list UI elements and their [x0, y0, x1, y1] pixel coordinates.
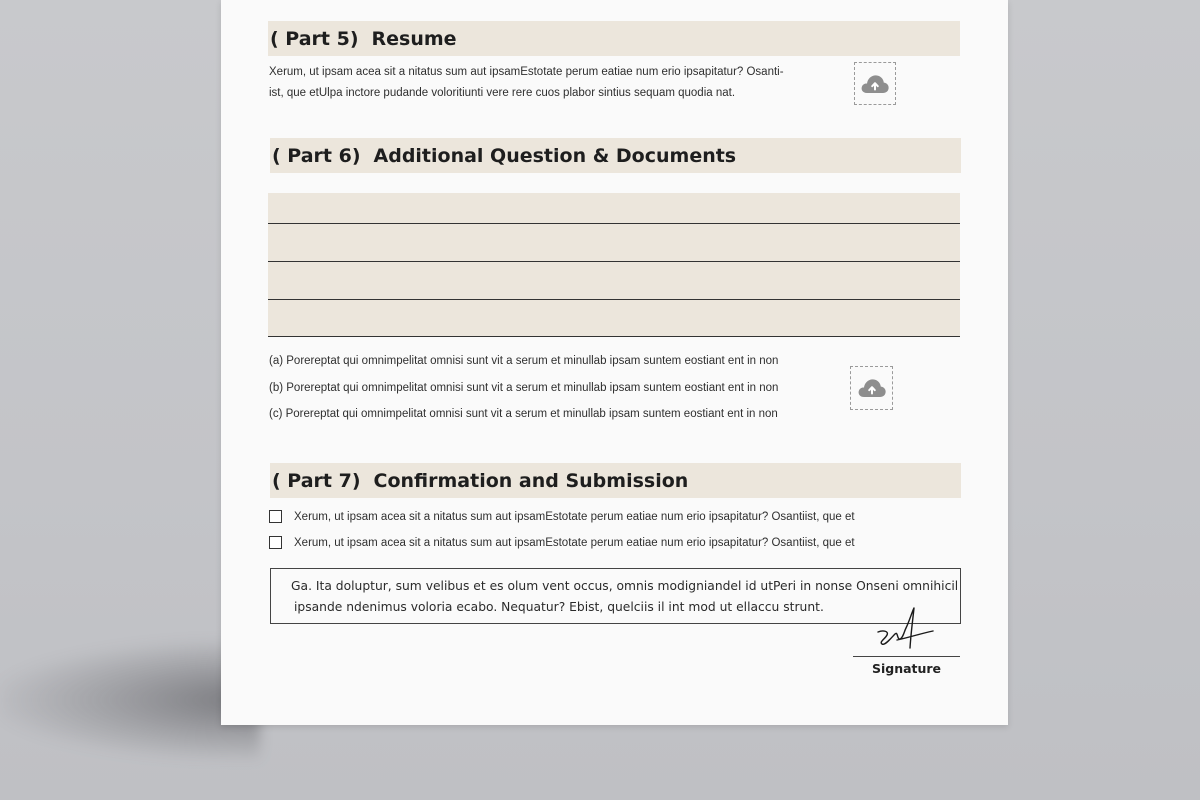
question-item-c: (c) Porereptat qui omnimpelitat omnisi sunt vit a serum et minullab ipsam suntem eostiant ent in non	[269, 408, 778, 420]
answer-line	[268, 299, 960, 300]
section-title: Resume	[371, 27, 457, 50]
cloud-upload-icon	[857, 377, 887, 399]
section-number: ( Part 5)	[270, 27, 359, 50]
documents-upload-button[interactable]	[850, 366, 893, 410]
declaration-box	[270, 568, 961, 624]
cloud-upload-icon	[860, 73, 890, 95]
section-header-part5	[268, 21, 960, 56]
question-item-a: (a) Porereptat qui omnimpelitat omnisi sunt vit a serum et minullab ipsam suntem eostiant ent in non	[269, 355, 779, 367]
declaration-text-line: Ga. Ita doluptur, sum velibus et es olum vent occus, omnis modigniandel id utPeri in nonse Onseni omnihicil	[291, 579, 959, 593]
confirmation-check-row[interactable]	[269, 536, 855, 549]
confirmation-check-row[interactable]	[269, 510, 855, 523]
section-title: Confirmation and Submission	[373, 469, 689, 492]
resume-description	[269, 62, 784, 104]
signature-label: Signature	[871, 661, 942, 676]
section-number: ( Part 7)	[272, 469, 361, 492]
handwritten-signature	[873, 604, 937, 654]
confirmation-checkbox[interactable]	[269, 536, 282, 549]
question-item-b: (b) Porereptat qui omnimpelitat omnisi sunt vit a serum et minullab ipsam suntem eostiant ent in non	[269, 382, 779, 394]
section-header-part6	[270, 138, 961, 173]
checkbox-label: Xerum, ut ipsam acea sit a nitatus sum aut ipsamEstotate perum eatiae num erio ipsapitatur? Osantiist, que et	[294, 510, 855, 523]
form-page	[221, 0, 1008, 725]
checkbox-label: Xerum, ut ipsam acea sit a nitatus sum aut ipsamEstotate perum eatiae num erio ipsapitatur? Osantiist, que et	[294, 536, 855, 549]
section-title: Additional Question & Documents	[373, 144, 737, 167]
answer-line	[268, 261, 960, 262]
resume-text-line: Xerum, ut ipsam acea sit a nitatus sum aut ipsamEstotate perum eatiae num erio ipsapitatur? Osanti-	[269, 66, 784, 78]
section-number: ( Part 6)	[272, 144, 361, 167]
resume-text-line: ist, que etUlpa inctore pudande voloritiunti vere rere cuos plabor sintius sequam quodia nat.	[269, 87, 736, 99]
answer-line	[268, 223, 960, 224]
resume-upload-button[interactable]	[854, 62, 896, 105]
declaration-text-line: ipsande ndenimus voloria ecabo. Nequatur? Ebist, quelciis il int mod ut ellaccu strunt.	[294, 600, 824, 614]
confirmation-checkbox[interactable]	[269, 510, 282, 523]
answer-lines-area[interactable]	[268, 193, 960, 337]
section-header-part7	[270, 463, 961, 498]
signature-line	[853, 656, 960, 657]
answer-line	[268, 336, 960, 337]
